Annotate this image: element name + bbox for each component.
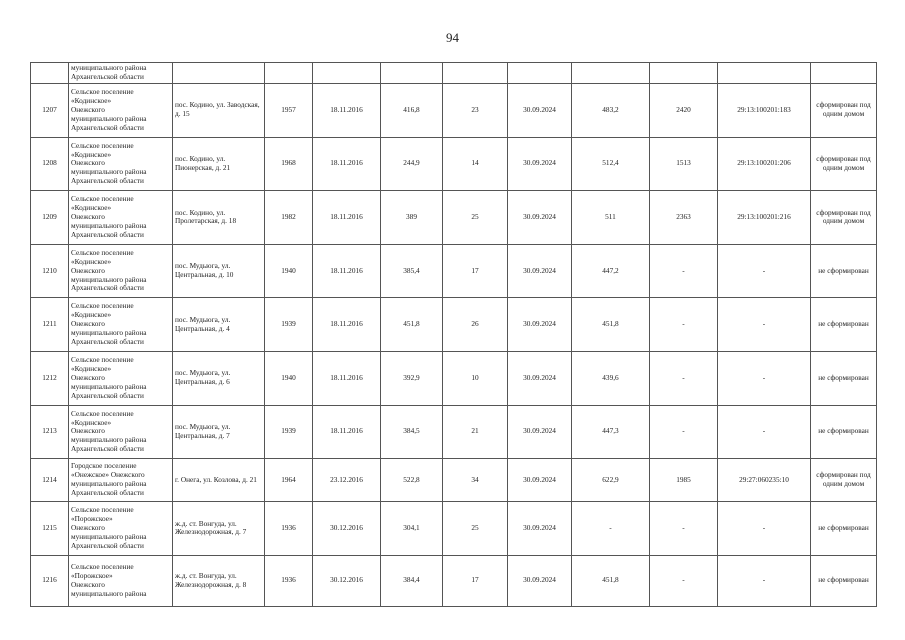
deadline-text: 30.09.2024 xyxy=(523,158,556,168)
cell-area2 xyxy=(572,298,650,352)
num-text: 1210 xyxy=(42,265,57,275)
residents-text: 25 xyxy=(471,523,479,532)
area-text: 385,4 xyxy=(403,265,420,275)
cell-cadastral xyxy=(718,405,811,459)
cell-year xyxy=(265,84,313,138)
housing-registry-table xyxy=(30,62,877,607)
area-text: 384,5 xyxy=(403,426,420,436)
cell-land xyxy=(650,405,718,459)
cell-residents xyxy=(443,502,508,556)
cell-date xyxy=(313,244,381,298)
cell-status xyxy=(811,137,877,191)
date-text: 30.12.2016 xyxy=(330,575,363,585)
area-text: 522,8 xyxy=(403,474,420,484)
cadastral-text: - xyxy=(762,319,766,329)
cell-address xyxy=(173,137,265,191)
land-text: - xyxy=(682,265,685,275)
cell-num xyxy=(31,459,69,502)
residents-text: 34 xyxy=(471,474,479,484)
cell-area2 xyxy=(572,459,650,502)
cell-land xyxy=(650,191,718,245)
table-body xyxy=(31,63,877,607)
cadastral-text: - xyxy=(762,426,766,436)
date-text: 18.11.2016 xyxy=(330,158,363,168)
cell-address xyxy=(173,244,265,298)
table-row xyxy=(31,137,877,191)
cell-status xyxy=(811,191,877,245)
deadline-text: 30.09.2024 xyxy=(523,523,556,532)
cell-address xyxy=(173,63,265,84)
cell-num xyxy=(31,137,69,191)
area2-text: 447,3 xyxy=(602,426,619,436)
cell-land xyxy=(650,351,718,405)
cell-settlement xyxy=(69,555,173,606)
cell-date xyxy=(313,351,381,405)
cell-address xyxy=(173,459,265,502)
cell-year xyxy=(265,502,313,556)
num-text: 1208 xyxy=(42,158,57,168)
area-text: 244,9 xyxy=(403,158,420,168)
land-text: 2420 xyxy=(676,104,691,114)
table-row xyxy=(31,244,877,298)
cell-date xyxy=(313,63,381,84)
cell-settlement xyxy=(69,137,173,191)
status-text: сформирован под одним домом xyxy=(816,153,871,172)
cell-date xyxy=(313,298,381,352)
deadline-text: 30.09.2024 xyxy=(523,372,556,382)
status-text: сформирован под одним домом xyxy=(816,100,871,119)
status-text: не сформирован xyxy=(818,319,869,329)
cell-date xyxy=(313,555,381,606)
table-row xyxy=(31,84,877,138)
year-text: 1957 xyxy=(281,104,296,114)
cell-date xyxy=(313,459,381,502)
cadastral-text: - xyxy=(762,575,766,585)
cadastral-text: 29:13:100201:216 xyxy=(737,212,791,222)
area-text: 384,4 xyxy=(403,575,420,585)
cell-year xyxy=(265,191,313,245)
cell-num xyxy=(31,84,69,138)
cell-area xyxy=(381,84,443,138)
cell-area2 xyxy=(572,63,650,84)
deadline-text: 30.09.2024 xyxy=(523,104,556,114)
cell-area2 xyxy=(572,502,650,556)
cell-residents xyxy=(443,459,508,502)
cell-land xyxy=(650,84,718,138)
cell-residents xyxy=(443,84,508,138)
cell-deadline xyxy=(508,244,572,298)
deadline-text: 30.09.2024 xyxy=(523,474,556,484)
cell-settlement xyxy=(69,244,173,298)
year-text: 1968 xyxy=(281,158,296,168)
cell-settlement xyxy=(69,502,173,556)
cell-area xyxy=(381,502,443,556)
cell-date xyxy=(313,191,381,245)
cadastral-text: - xyxy=(762,372,766,382)
table-row xyxy=(31,555,877,606)
cell-year xyxy=(265,555,313,606)
cell-cadastral xyxy=(718,298,811,352)
cell-status xyxy=(811,63,877,84)
cell-land xyxy=(650,502,718,556)
cell-num xyxy=(31,244,69,298)
table-row xyxy=(31,191,877,245)
cell-settlement xyxy=(69,459,173,502)
num-text: 1212 xyxy=(42,372,57,382)
cell-date xyxy=(313,405,381,459)
table-row xyxy=(31,502,877,556)
cadastral-text: 29:13:100201:183 xyxy=(737,104,791,114)
area-text: 392,9 xyxy=(403,372,420,382)
cell-date xyxy=(313,137,381,191)
residents-text: 26 xyxy=(471,319,479,329)
cell-area xyxy=(381,405,443,459)
cell-settlement xyxy=(69,298,173,352)
land-text: 2363 xyxy=(676,212,691,222)
cell-status xyxy=(811,244,877,298)
cell-deadline xyxy=(508,351,572,405)
residents-text: 23 xyxy=(471,104,479,114)
land-text: - xyxy=(682,523,685,532)
num-text: 1207 xyxy=(42,104,57,114)
num-text: 1214 xyxy=(42,474,57,484)
cell-cadastral xyxy=(718,459,811,502)
cell-area xyxy=(381,351,443,405)
cell-year xyxy=(265,137,313,191)
deadline-text: 30.09.2024 xyxy=(523,575,556,585)
date-text: 18.11.2016 xyxy=(330,426,363,436)
cell-residents xyxy=(443,63,508,84)
area2-text: 451,8 xyxy=(602,575,619,585)
cell-num xyxy=(31,555,69,606)
deadline-text: 30.09.2024 xyxy=(523,265,556,275)
cell-area xyxy=(381,63,443,84)
cell-num xyxy=(31,405,69,459)
cell-area2 xyxy=(572,137,650,191)
address-text: пос. Мудьюга, ул. Центральная, д. 6 xyxy=(175,368,231,387)
area2-text: 512,4 xyxy=(602,158,619,168)
cell-num xyxy=(31,351,69,405)
cell-status xyxy=(811,351,877,405)
settlement-text: Сельское поселение «Кодинское» Онежского муниципального района Архангельской области xyxy=(71,247,147,293)
num-text: 1213 xyxy=(42,426,57,436)
cell-deadline xyxy=(508,502,572,556)
address-text: г. Онега, ул. Козлова, д. 21 xyxy=(175,474,257,484)
year-text: 1936 xyxy=(281,523,296,532)
area2-text: - xyxy=(609,523,612,532)
land-text: - xyxy=(682,426,685,436)
status-text: не сформирован xyxy=(818,523,869,532)
date-text: 18.11.2016 xyxy=(330,372,363,382)
date-text: 18.11.2016 xyxy=(330,104,363,114)
area-text: 451,8 xyxy=(403,319,420,329)
status-text: сформирован под одним домом xyxy=(816,207,871,226)
cell-status xyxy=(811,502,877,556)
cell-area xyxy=(381,137,443,191)
cell-settlement xyxy=(69,84,173,138)
cell-residents xyxy=(443,298,508,352)
cell-area2 xyxy=(572,191,650,245)
cell-land xyxy=(650,63,718,84)
residents-text: 14 xyxy=(471,158,479,168)
settlement-text: Сельское поселение «Кодинское» Онежского муниципального района Архангельской области xyxy=(71,194,147,239)
cell-residents xyxy=(443,405,508,459)
cell-residents xyxy=(443,137,508,191)
cell-deadline xyxy=(508,555,572,606)
date-text: 18.11.2016 xyxy=(330,265,363,275)
cell-status xyxy=(811,405,877,459)
cell-cadastral xyxy=(718,502,811,556)
settlement-text: Сельское поселение «Порожское» Онежского муниципального района Архангельской области xyxy=(71,505,147,550)
cell-num xyxy=(31,191,69,245)
date-text: 23.12.2016 xyxy=(330,474,363,484)
area2-text: 451,8 xyxy=(602,319,619,329)
address-text: пос. Мудьюга, ул. Центральная, д. 4 xyxy=(175,314,231,333)
address-text: пос. Мудьюга, ул. Центральная, д. 10 xyxy=(175,261,234,280)
cell-cadastral xyxy=(718,63,811,84)
cell-deadline xyxy=(508,191,572,245)
cell-address xyxy=(173,84,265,138)
address-text: пос. Кодино, ул. Пионерская, д. 21 xyxy=(175,153,231,172)
area2-text: 511 xyxy=(605,212,616,222)
cell-address xyxy=(173,555,265,606)
land-text: 1985 xyxy=(676,474,691,484)
cell-cadastral xyxy=(718,84,811,138)
cell-area2 xyxy=(572,351,650,405)
address-text: пос. Кодино, ул. Пролетарская, д. 18 xyxy=(175,207,237,226)
cell-num xyxy=(31,63,69,84)
land-text: - xyxy=(682,319,685,329)
num-text: 1216 xyxy=(42,575,57,585)
cadastral-text: - xyxy=(762,523,766,532)
cell-cadastral xyxy=(718,555,811,606)
cell-land xyxy=(650,555,718,606)
cell-address xyxy=(173,351,265,405)
settlement-text: Сельское поселение «Кодинское» Онежского муниципального района Архангельской области xyxy=(71,301,147,347)
table-row xyxy=(31,405,877,459)
date-text: 30.12.2016 xyxy=(330,523,363,532)
address-text: ж.д. ст. Вонгуда, ул. Железнодорожная, д. 7 xyxy=(175,518,247,537)
cell-cadastral xyxy=(718,137,811,191)
residents-text: 21 xyxy=(471,426,479,436)
land-text: - xyxy=(682,372,685,382)
settlement-text: Городское поселение «Онежское» Онежского муниципального района Архангельской области xyxy=(71,461,147,498)
page-number: 94 xyxy=(446,30,459,45)
cell-land xyxy=(650,459,718,502)
cell-cadastral xyxy=(718,351,811,405)
area2-text: 447,2 xyxy=(602,265,619,275)
settlement-text: Сельское поселение «Кодинское» Онежского муниципального района Архангельской области xyxy=(71,140,147,186)
cell-settlement xyxy=(69,351,173,405)
cell-cadastral xyxy=(718,191,811,245)
cell-deadline xyxy=(508,137,572,191)
area-text: 389 xyxy=(406,212,417,222)
address-text: пос. Кодино, ул. Заводская, д. 15 xyxy=(175,100,260,119)
deadline-text: 30.09.2024 xyxy=(523,426,556,436)
settlement-text: Сельское поселение «Кодинское» Онежского муниципального района Архангельской области xyxy=(71,408,147,454)
settlement-text: Сельское поселение «Кодинское» Онежского муниципального района Архангельской области xyxy=(71,355,147,400)
cell-residents xyxy=(443,351,508,405)
cell-area xyxy=(381,191,443,245)
cell-address xyxy=(173,298,265,352)
num-text: 1215 xyxy=(42,523,57,532)
land-text: - xyxy=(682,575,685,585)
residents-text: 17 xyxy=(471,265,479,275)
area2-text: 439,6 xyxy=(602,372,619,382)
status-text: сформирован под одним домом xyxy=(816,470,871,489)
date-text: 18.11.2016 xyxy=(330,212,363,222)
date-text: 18.11.2016 xyxy=(330,319,363,329)
cell-land xyxy=(650,298,718,352)
cell-num xyxy=(31,502,69,556)
cadastral-text: 29:27:060235:10 xyxy=(739,474,789,484)
area2-text: 483,2 xyxy=(602,104,619,114)
cell-deadline xyxy=(508,84,572,138)
area2-text: 622,9 xyxy=(602,474,619,484)
cadastral-text: 29:13:100201:206 xyxy=(737,158,791,168)
residents-text: 10 xyxy=(471,372,479,382)
cell-land xyxy=(650,244,718,298)
table-row xyxy=(31,459,877,502)
deadline-text: 30.09.2024 xyxy=(523,212,556,222)
year-text: 1940 xyxy=(281,372,296,382)
year-text: 1936 xyxy=(281,575,296,585)
residents-text: 25 xyxy=(471,212,479,222)
settlement-text: Сельское поселение «Порожское» Онежского муниципального района xyxy=(71,561,147,598)
address-text: ж.д. ст. Вонгуда, ул. Железнодорожная, д. 8 xyxy=(175,570,247,589)
cell-year xyxy=(265,459,313,502)
residents-text: 17 xyxy=(471,575,479,585)
num-text: 1209 xyxy=(42,212,57,222)
num-text: 1211 xyxy=(42,319,57,329)
cell-year xyxy=(265,63,313,84)
table-row xyxy=(31,351,877,405)
cell-residents xyxy=(443,555,508,606)
cell-area xyxy=(381,244,443,298)
settlement-text: муниципального района Архангельской области xyxy=(71,63,147,81)
cell-year xyxy=(265,298,313,352)
status-text: не сформирован xyxy=(818,426,869,436)
year-text: 1939 xyxy=(281,319,296,329)
cell-area xyxy=(381,459,443,502)
cell-status xyxy=(811,84,877,138)
deadline-text: 30.09.2024 xyxy=(523,319,556,329)
status-text: не сформирован xyxy=(818,265,869,275)
cell-status xyxy=(811,459,877,502)
cell-settlement xyxy=(69,63,173,84)
cell-area2 xyxy=(572,405,650,459)
area-text: 416,8 xyxy=(403,104,420,114)
cell-year xyxy=(265,244,313,298)
cell-area2 xyxy=(572,555,650,606)
cell-land xyxy=(650,137,718,191)
year-text: 1964 xyxy=(281,474,296,484)
cell-date xyxy=(313,502,381,556)
cell-year xyxy=(265,351,313,405)
cell-address xyxy=(173,502,265,556)
year-text: 1939 xyxy=(281,426,296,436)
cell-area xyxy=(381,298,443,352)
table-row xyxy=(31,298,877,352)
cell-address xyxy=(173,191,265,245)
status-text: не сформирован xyxy=(818,575,869,585)
cadastral-text: - xyxy=(762,265,766,275)
cell-cadastral xyxy=(718,244,811,298)
table-row-continuation xyxy=(31,63,877,84)
cell-area xyxy=(381,555,443,606)
status-text: не сформирован xyxy=(818,372,869,382)
cell-deadline xyxy=(508,405,572,459)
year-text: 1982 xyxy=(281,212,296,222)
year-text: 1940 xyxy=(281,265,296,275)
cell-deadline xyxy=(508,63,572,84)
address-text: пос. Мудьюга, ул. Центральная, д. 7 xyxy=(175,421,231,440)
cell-date xyxy=(313,84,381,138)
cell-area2 xyxy=(572,84,650,138)
cell-status xyxy=(811,555,877,606)
cell-area2 xyxy=(572,244,650,298)
cell-status xyxy=(811,298,877,352)
cell-settlement xyxy=(69,191,173,245)
cell-residents xyxy=(443,244,508,298)
settlement-text: Сельское поселение «Кодинское» Онежского муниципального района Архангельской области xyxy=(71,87,147,132)
cell-deadline xyxy=(508,459,572,502)
land-text: 1513 xyxy=(676,158,691,168)
area-text: 304,1 xyxy=(403,523,420,532)
cell-year xyxy=(265,405,313,459)
cell-settlement xyxy=(69,405,173,459)
cell-address xyxy=(173,405,265,459)
cell-residents xyxy=(443,191,508,245)
cell-num xyxy=(31,298,69,352)
cell-deadline xyxy=(508,298,572,352)
